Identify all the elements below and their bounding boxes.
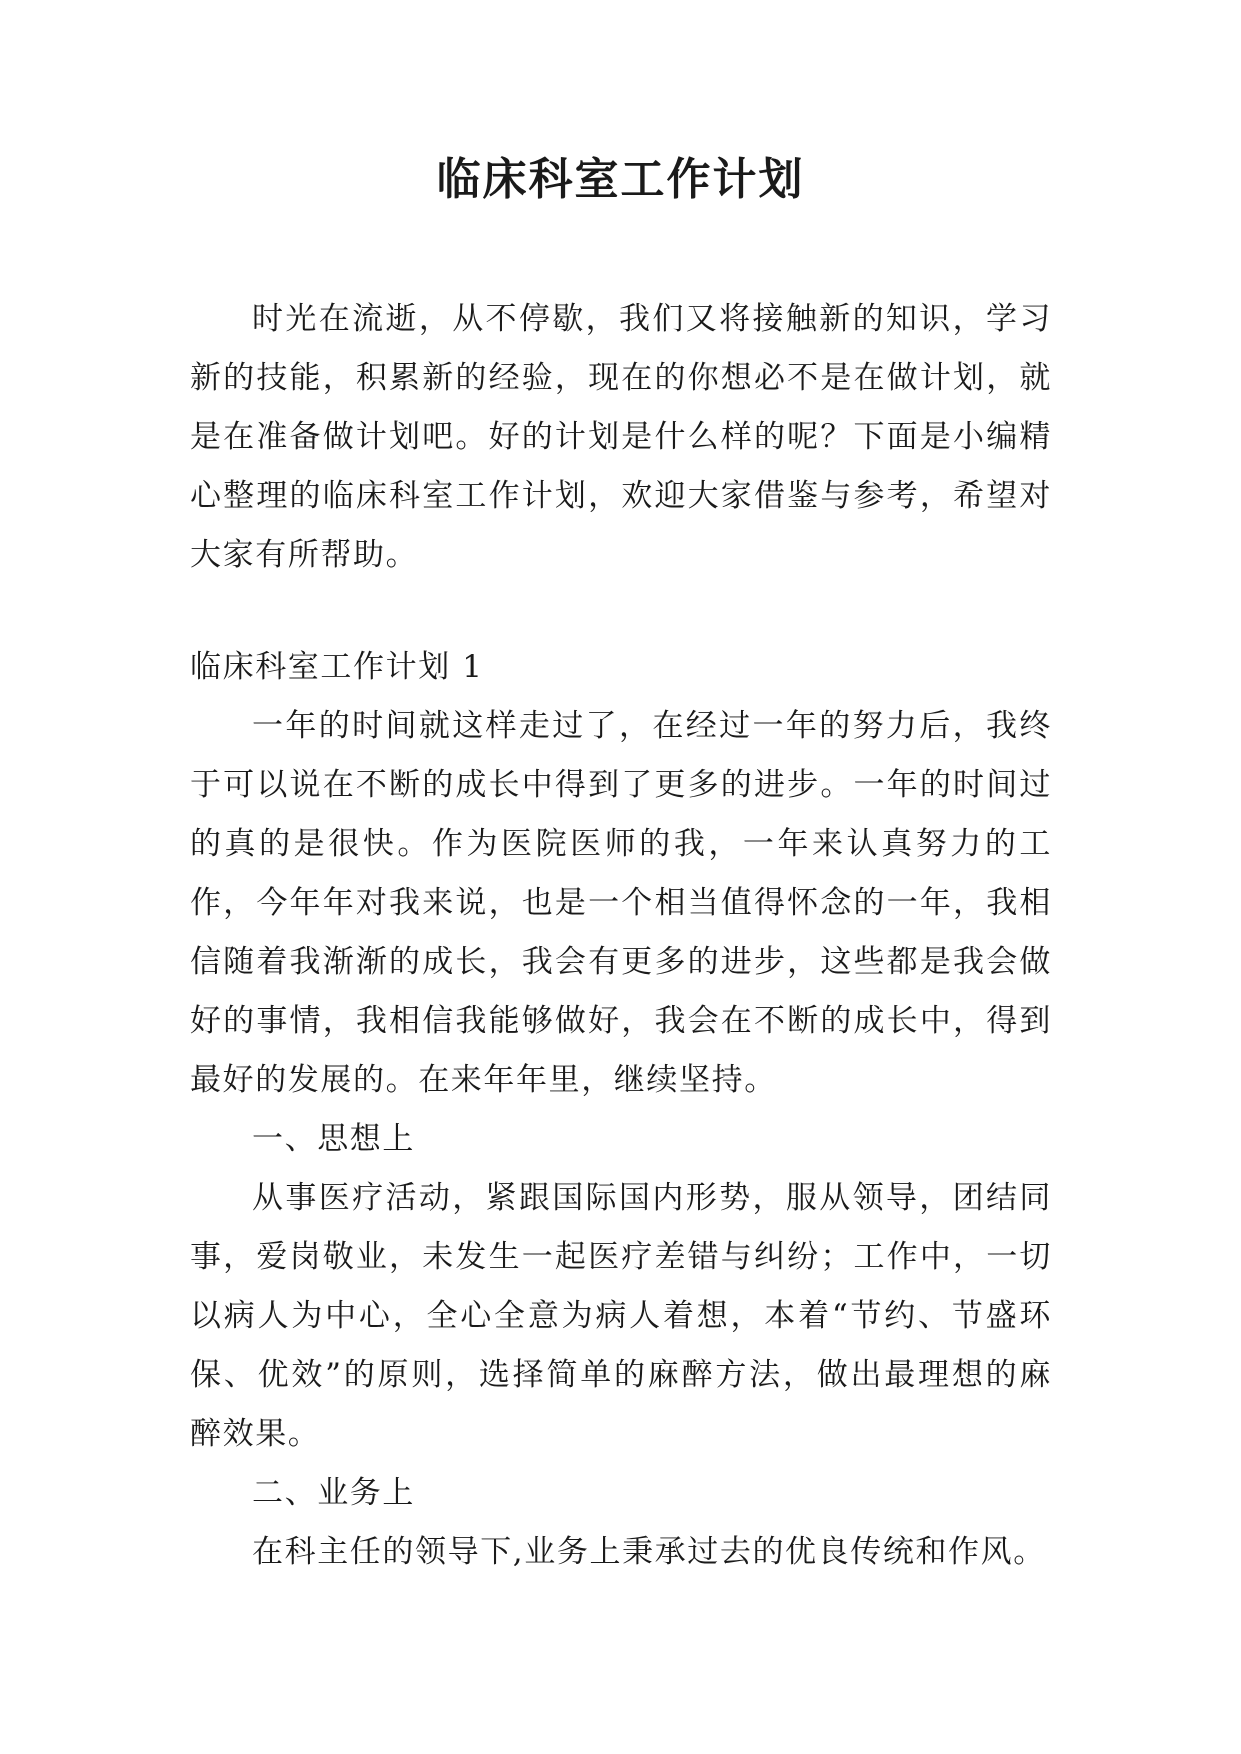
subheading-thought: 一、思想上 — [252, 1121, 415, 1157]
subheading-business: 二、业务上 — [252, 1475, 415, 1511]
business-paragraph: 在科主任的领导下,业务上秉承过去的优良传统和作风。 — [252, 1534, 1046, 1570]
intro-paragraph: 时光在流逝，从不停歇，我们又将接触新的知识，学习新的技能，积累新的经验，现在的你想必不是在做计划，就是在准备做计划吧。好的计划是什么样的呢？下面是小编精心整理的临床科室工作计划，欢迎大家借鉴与参考，希望对大家有所帮助。 — [190, 301, 1052, 573]
section-paragraph: 一年的时间就这样走过了，在经过一年的努力后，我终于可以说在不断的成长中得到了更多的进步。一年的时间过的真的是很快。作为医院医师的我，一年来认真努力的工作，今年年对我来说，也是一个相当值得怀念的一年，我相信随着我渐渐的成长，我会有更多的进步，这些都是我会做好的事情，我相信我能够做好，我会在不断的成长中，得到最好的发展的。在来年年里，继续坚持。 — [190, 708, 1052, 1098]
intro-section — [190, 290, 1052, 585]
document-title: 临床科室工作计划 — [436, 154, 805, 205]
thought-paragraph: 从事医疗活动，紧跟国际国内形势，服从领导，团结同事，爱岗敬业，未发生一起医疗差错与纠纷；工作中，一切以病人为中心，全心全意为病人着想，本着“节约、节盛环保、优效”的原则，选择简单的麻醉方法，做出最理想的麻醉效果。 — [190, 1180, 1052, 1452]
plan-section — [190, 638, 1052, 1582]
section-heading: 临床科室工作计划 1 — [190, 649, 484, 685]
